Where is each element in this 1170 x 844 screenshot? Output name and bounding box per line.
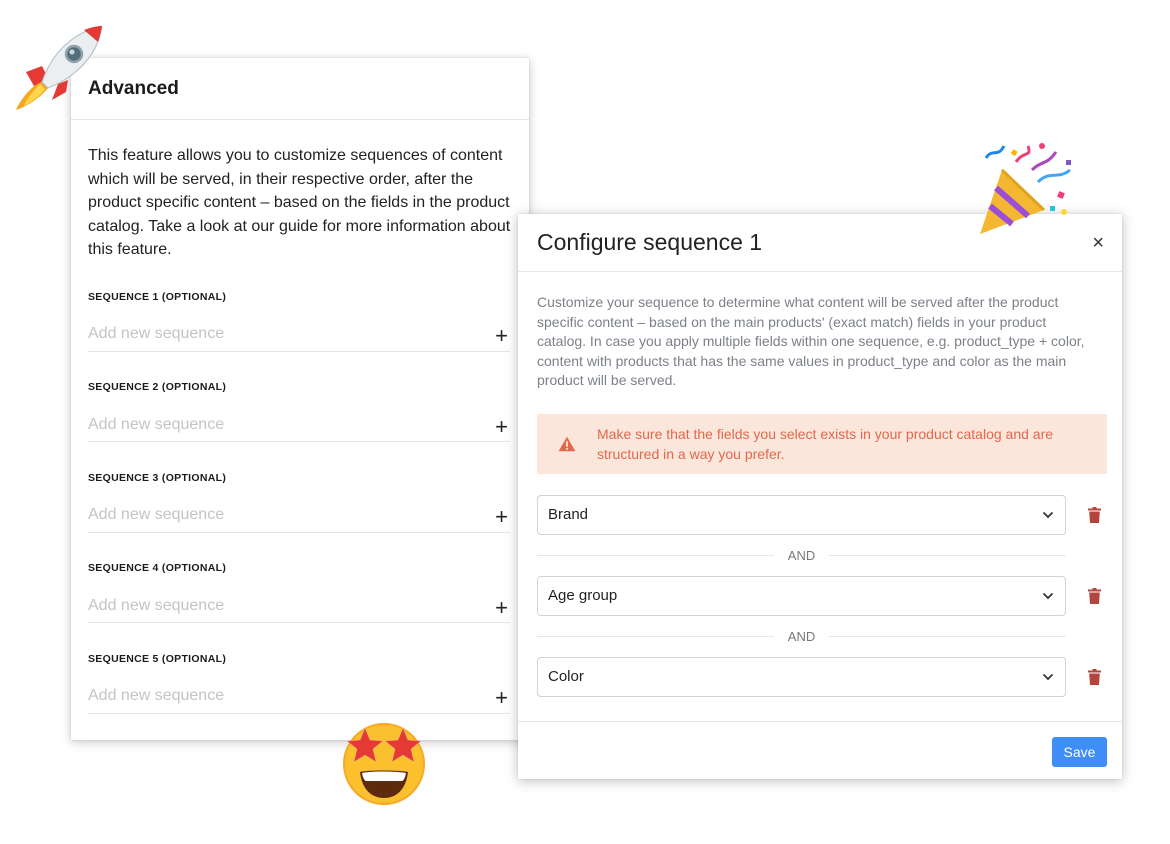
field-row bbox=[537, 657, 1122, 697]
warning-alert bbox=[537, 414, 1107, 474]
plus-icon[interactable]: + bbox=[495, 413, 508, 439]
sequence-input-row[interactable] bbox=[88, 589, 510, 623]
field-list bbox=[537, 495, 1122, 697]
sequence-placeholder[interactable]: Add new sequence bbox=[88, 506, 225, 523]
sequence-list bbox=[71, 290, 529, 743]
sequence-label: SEQUENCE 4 (OPTIONAL) bbox=[88, 562, 227, 574]
and-label: AND bbox=[787, 628, 816, 644]
trash-icon[interactable] bbox=[1088, 588, 1101, 604]
advanced-description: This feature allows you to customize sequences of content which will be served, in their respective order, after the product specific content – based on the fields in the product catalog. Take a look at our guide for more information about this feature. bbox=[88, 147, 511, 258]
party-popper-icon bbox=[972, 140, 1076, 240]
and-separator bbox=[537, 535, 1066, 576]
plus-icon[interactable]: + bbox=[495, 685, 508, 710]
field-select-value[interactable]: Age group bbox=[548, 587, 618, 604]
sequence-item bbox=[88, 561, 510, 652]
modal-title: Configure sequence 1 bbox=[537, 229, 763, 255]
advanced-title: Advanced bbox=[88, 77, 179, 99]
sequence-placeholder[interactable]: Add new sequence bbox=[88, 687, 225, 704]
sequence-item bbox=[88, 471, 510, 562]
sequence-item bbox=[88, 652, 510, 743]
advanced-header bbox=[71, 58, 529, 120]
sequence-input-row[interactable] bbox=[88, 680, 510, 714]
save-button[interactable]: Save bbox=[1052, 737, 1107, 767]
sequence-label: SEQUENCE 5 (OPTIONAL) bbox=[88, 652, 227, 665]
field-row bbox=[537, 576, 1122, 616]
sequence-placeholder[interactable]: Add new sequence bbox=[88, 596, 225, 614]
sequence-item bbox=[88, 380, 510, 471]
modal-description: Customize your sequence to determine what content will be served after the product specific content – based on the main products' (exact match) fields in your product catalog. In case you apply multiple fields within one sequence, e.g. product_type + color, content with products that has the same values in product_type and color as the main product will be served. bbox=[537, 294, 1085, 388]
chevron-down-icon[interactable] bbox=[1042, 592, 1054, 600]
sequence-input-row[interactable] bbox=[88, 408, 510, 442]
field-select[interactable] bbox=[537, 657, 1066, 697]
sequence-label: SEQUENCE 3 (OPTIONAL) bbox=[88, 471, 227, 484]
field-select[interactable] bbox=[537, 495, 1066, 535]
sequence-label: SEQUENCE 1 (OPTIONAL) bbox=[88, 290, 227, 303]
field-row bbox=[537, 495, 1122, 535]
sequence-label: SEQUENCE 2 (OPTIONAL) bbox=[88, 381, 227, 393]
sequence-input-row[interactable] bbox=[88, 318, 510, 352]
field-select-value[interactable]: Brand bbox=[548, 506, 589, 523]
chevron-down-icon[interactable] bbox=[1042, 673, 1054, 681]
chevron-down-icon[interactable] bbox=[1042, 511, 1054, 519]
warning-icon bbox=[537, 436, 597, 452]
trash-icon[interactable] bbox=[1088, 507, 1101, 523]
modal-footer bbox=[518, 721, 1122, 779]
rocket-icon bbox=[12, 22, 108, 114]
and-separator bbox=[537, 616, 1066, 657]
plus-icon[interactable]: + bbox=[495, 504, 508, 529]
sequence-item bbox=[88, 290, 510, 381]
star-struck-icon bbox=[338, 718, 430, 806]
trash-icon[interactable] bbox=[1088, 669, 1101, 685]
configure-sequence-modal bbox=[518, 214, 1122, 779]
warning-text: Make sure that the fields you select exists in your product catalog and are structured in a way you prefer. bbox=[597, 425, 1054, 462]
and-label: AND bbox=[787, 547, 816, 563]
field-select[interactable] bbox=[537, 576, 1066, 616]
advanced-panel bbox=[71, 58, 529, 740]
sequence-input-row[interactable] bbox=[88, 499, 510, 533]
plus-icon[interactable]: + bbox=[495, 594, 508, 620]
plus-icon[interactable]: + bbox=[495, 323, 508, 348]
close-icon[interactable]: × bbox=[1092, 231, 1104, 254]
field-select-value[interactable]: Color bbox=[548, 668, 584, 685]
sequence-placeholder[interactable]: Add new sequence bbox=[88, 325, 225, 342]
sequence-placeholder[interactable]: Add new sequence bbox=[88, 415, 225, 433]
